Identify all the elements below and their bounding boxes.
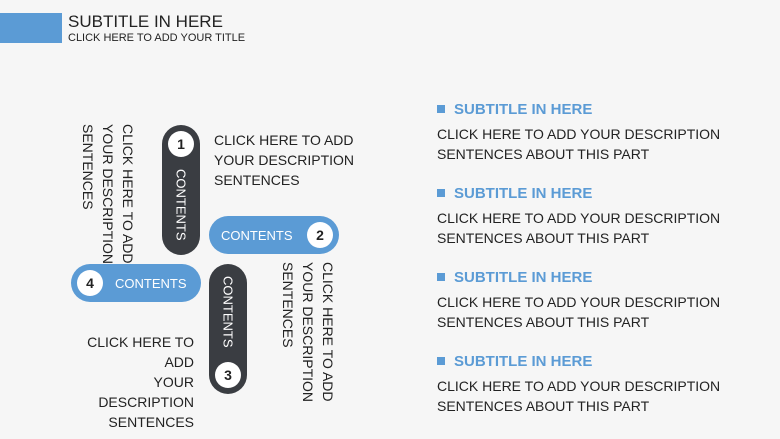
square-bullet-icon [437,105,445,113]
content-label-4: CONTENTS [115,275,187,291]
step-number-4: 4 [77,270,103,296]
subtitle-list [437,98,757,434]
list-item-description: CLICK HERE TO ADD YOUR DESCRIPTION SENTENCES ABOUT THIS PART [437,294,721,330]
list-item-title: SUBTITLE IN HERE [437,266,757,288]
square-bullet-icon [437,357,445,365]
content-label-2: CONTENTS [221,227,293,243]
diagram-description-3: CLICK HERE TO ADD YOUR DESCRIPTION SENTENCES [280,262,336,403]
content-label-1: CONTENTS [173,169,189,241]
header-accent-bar [0,13,62,43]
list-item-title: SUBTITLE IN HERE [437,98,757,120]
step-number-3: 3 [215,362,241,388]
list-item [437,182,757,248]
diagram-description-1: CLICK HERE TO ADD YOUR DESCRIPTION SENTENCES [214,132,355,188]
page-subtitle: CLICK HERE TO ADD YOUR TITLE [68,32,246,44]
page-title: SUBTITLE IN HERE [68,12,223,31]
list-item-title: SUBTITLE IN HERE [437,350,757,372]
step-number-1: 1 [168,131,194,157]
list-item-description: CLICK HERE TO ADD YOUR DESCRIPTION SENTENCES ABOUT THIS PART [437,378,721,414]
content-label-3: CONTENTS [220,276,236,348]
content-pill-2[interactable] [209,216,339,254]
diagram-description-4: CLICK HERE TO ADD YOUR DESCRIPTION SENTENCES [87,334,194,430]
list-item [437,350,757,416]
list-item-title: SUBTITLE IN HERE [437,182,757,204]
square-bullet-icon [437,273,445,281]
list-item [437,98,757,164]
list-item-description: CLICK HERE TO ADD YOUR DESCRIPTION SENTENCES ABOUT THIS PART [437,126,721,162]
diagram-description-2: CLICK HERE TO ADD YOUR DESCRIPTION SENTENCES [80,124,136,265]
list-item-description: CLICK HERE TO ADD YOUR DESCRIPTION SENTENCES ABOUT THIS PART [437,210,721,246]
content-pill-4[interactable] [71,264,201,302]
content-pill-1[interactable] [162,125,200,255]
content-pill-3[interactable] [209,264,247,394]
step-number-2: 2 [307,222,333,248]
square-bullet-icon [437,189,445,197]
list-item [437,266,757,332]
